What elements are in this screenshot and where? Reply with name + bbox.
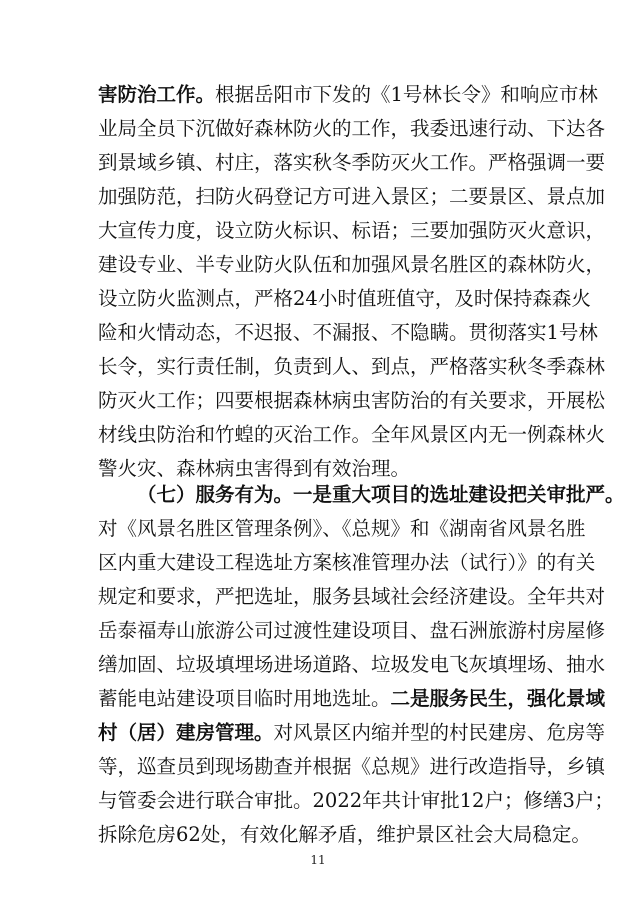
section-heading: （七）服务有为。一是重大项目的选址建设把关审批严。	[137, 483, 625, 506]
paragraph-line: 长令，实行责任制，负责到人、到点，严格落实秋冬季森林	[98, 355, 606, 378]
section-heading-line	[137, 478, 625, 512]
paragraph-line: 与管委会进行联合审批。2022年共计审批12户；修缮3户；	[98, 789, 614, 812]
paragraph-line: 区内重大建设工程选址方案核准管理办法（试行）》的有关	[98, 551, 596, 574]
bold-heading-text: 二是服务民生，强化景域	[390, 687, 606, 710]
bold-heading-text: 村（居）建房管理。	[98, 721, 274, 744]
paragraph-line: 等，巡查员到现场勘查并根据《总规》进行改造指导，乡镇	[98, 755, 606, 778]
body-text: 对风景区内缩并型的村民建房、危房等	[273, 721, 606, 744]
paragraph-line	[98, 78, 598, 112]
page-number: 11	[310, 853, 326, 867]
paragraph-line: 警火灾、森林病虫害得到有效治理。	[98, 457, 411, 480]
paragraph-line: 缮加固、垃圾填埋场进场道路、垃圾发电飞灰填埋场、抽水	[98, 653, 606, 676]
paragraph-line: 到景域乡镇、村庄，落实秋冬季防灭火工作。严格强调一要	[98, 151, 606, 174]
paragraph-line	[98, 716, 606, 750]
paragraph-line	[98, 682, 606, 716]
paragraph-line: 材线虫防治和竹蝗的灭治工作。全年风景区内无一例森林火	[98, 423, 606, 446]
bold-heading-text: 害防治工作。	[98, 83, 216, 106]
body-text: 蓄能电站建设项目临时用地选址。	[98, 687, 391, 710]
paragraph-line: 加强防范，扫防火码登记方可进入景区；二要景区、景点加	[98, 185, 606, 208]
body-text: 根据岳阳市下发的《1号林长令》和响应市林	[215, 83, 598, 106]
paragraph-line: 大宣传力度，设立防火标识、标语；三要加强防灭火意识，	[98, 219, 606, 242]
paragraph-line: 设立防火监测点，严格24小时值班值守，及时保持森森火	[98, 287, 591, 310]
paragraph-line: 对《风景名胜区管理条例》、《总规》和《湖南省风景名胜	[98, 517, 586, 540]
paragraph-line: 拆除危房62处，有效化解矛盾，维护景区社会大局稳定。	[98, 823, 591, 846]
paragraph-line: 险和火情动态，不迟报、不漏报、不隐瞒。贯彻落实1号林	[98, 321, 598, 344]
paragraph-line: 防灭火工作；四要根据森林病虫害防治的有关要求，开展松	[98, 389, 606, 412]
paragraph-line: 岳泰福寿山旅游公司过渡性建设项目、盘石洲旅游村房屋修	[98, 619, 606, 642]
paragraph-line: 规定和要求，严把选址，服务县域社会经济建设。全年共对	[98, 585, 606, 608]
paragraph-line: 建设专业、半专业防火队伍和加强风景名胜区的森林防火，	[98, 253, 606, 276]
paragraph-line: 业局全员下沉做好森林防火的工作，我委迅速行动、下达各	[98, 117, 606, 140]
